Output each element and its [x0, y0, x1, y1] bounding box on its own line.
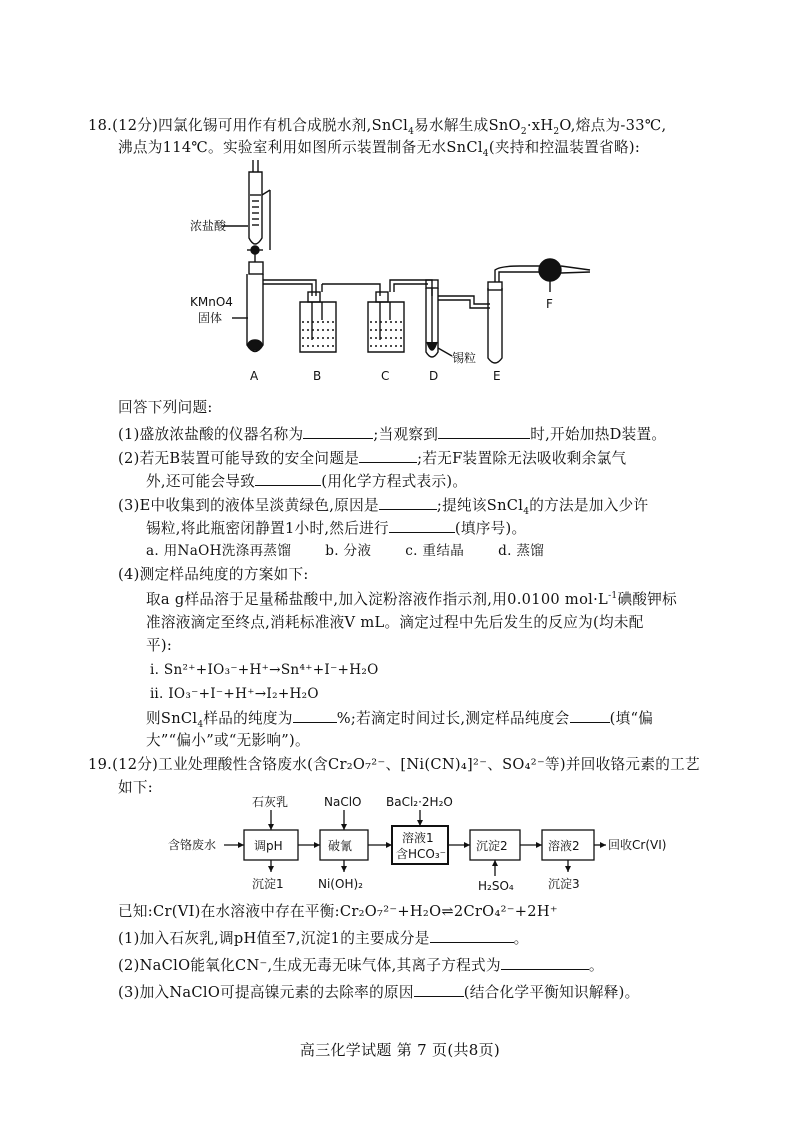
option-b[interactable]: b. 分液	[325, 543, 372, 559]
answer-blank[interactable]	[359, 448, 417, 463]
q18-part4-line4: 则SnCl$_4$样品的纯度为 %;若滴定时间过长,测定样品纯度会 (填“偏	[146, 710, 654, 730]
superscript: -1	[608, 591, 618, 602]
q18-text: 易水解生成SnO	[414, 117, 521, 134]
label-f: F	[546, 297, 553, 311]
q18-intro-line1: 18.(12分)四氯化锡可用作有机合成脱水剂,SnCl$_4$易水解生成$SnO_2\cdot xH_2O$,熔点为-33℃,	[88, 117, 667, 137]
step-solution2: 溶液2	[548, 839, 580, 853]
reagent-naclo: NaClO	[324, 795, 362, 809]
output-nioh2: Ni(OH)₂	[318, 877, 363, 891]
q18-text: (用化学方程式表示)。	[321, 473, 468, 490]
q19-part1	[118, 928, 529, 949]
step-adjust-ph: 调pH	[254, 839, 283, 853]
q18-text: ;若无F装置除无法吸收剩余氯气	[417, 450, 627, 467]
q18-text: (1)盛放浓盐酸的仪器名称为	[118, 426, 304, 443]
q18-part4-line1	[146, 590, 677, 610]
step-decyanide: 破氰	[328, 839, 353, 853]
q18-text: 四氯化锡可用作有机合成脱水剂,SnCl	[158, 117, 409, 134]
q19-text: (结合化学平衡知识解释)。	[463, 984, 640, 1001]
label-b: B	[313, 369, 322, 383]
reaction-ii: ⅱ. IO₃⁻+I⁻+H⁺→I₂+H₂O	[150, 686, 319, 702]
q18-text: 沸点为114℃。实验室利用如图所示装置制备无水SnCl	[118, 139, 483, 156]
q19-text: 。	[588, 957, 604, 974]
apparatus-diagram	[0, 0, 800, 400]
answer-blank[interactable]	[438, 424, 530, 439]
option-c[interactable]: c. 重结晶	[405, 543, 465, 559]
q18-text: ;当观察到	[373, 426, 439, 443]
reagent-lime: 石灰乳	[252, 795, 289, 809]
label-d: D	[429, 369, 439, 383]
output-precipitate3: 沉淀3	[548, 877, 580, 891]
label-solid: 固体	[198, 311, 223, 325]
option-d[interactable]: d. 蒸馏	[498, 543, 545, 559]
q18-score: (12分)	[112, 117, 159, 134]
q19-text: (1)加入石灰乳,调pH值至7,沉淀1的主要成分是	[118, 930, 430, 947]
step-solution1-sub: 含HCO₃⁻	[396, 847, 446, 861]
q18-part4-line2: 准溶液滴定至终点,消耗标准液V mL。滴定过程中先后发生的反应为(均未配	[146, 614, 644, 631]
answer-blank[interactable]	[379, 495, 437, 510]
label-a: A	[250, 369, 259, 383]
output-precipitate1: 沉淀1	[252, 877, 284, 891]
q18-part2-line2	[146, 471, 467, 492]
q18-text: 时,开始加热D装置。	[530, 426, 667, 443]
q19-score: (12分)	[112, 756, 159, 773]
reagent-h2so4: H₂SO₄	[478, 879, 514, 893]
q18-text: 的方法是加入少许	[529, 497, 649, 514]
answer-prompt: 回答下列问题:	[118, 399, 213, 416]
reagent-bacl2: BaCl₂·2H₂O	[386, 795, 453, 809]
q18-text: ·xH	[526, 117, 554, 134]
reaction-i: ⅰ. Sn²⁺+IO₃⁻+H⁺→Sn⁴⁺+I⁻+H₂O	[150, 662, 379, 678]
page-footer: 高三化学试题 第 7 页(共8页)	[299, 1041, 501, 1059]
step-solution1: 溶液1	[402, 831, 434, 845]
q18-text: (夹持和控温装置省略):	[488, 139, 641, 156]
q18-text: %;若滴定时间过长,测定样品纯度会	[336, 710, 570, 727]
q19-intro-line1	[88, 755, 700, 775]
answer-blank[interactable]	[430, 928, 514, 943]
q18-part1	[118, 424, 666, 445]
q18-part4-line3: 平):	[146, 637, 173, 654]
end-recover-cr: 回收Cr(VI)	[608, 838, 667, 852]
answer-blank[interactable]	[303, 424, 373, 439]
q18-part4-title: (4)测定样品纯度的方案如下:	[118, 566, 309, 583]
answer-blank[interactable]	[414, 982, 464, 997]
q18-text: (填序号)。	[454, 520, 527, 537]
answer-blank[interactable]	[255, 471, 321, 486]
q18-part3-line1: (3)E中收集到的液体呈淡黄绿色,原因是 ;提纯该SnCl$_4$的方法是加入少许	[118, 497, 649, 517]
q18-text: 样品的纯度为	[203, 710, 293, 727]
q18-options	[146, 541, 578, 561]
q18-text: 锡粒,将此瓶密闭静置1小时,然后进行	[146, 520, 389, 537]
q18-text: (填“偏	[609, 710, 654, 727]
q18-text: (3)E中收集到的液体呈淡黄绿色,原因是	[118, 497, 379, 514]
q18-part4-line5: 大”“偏小”或“无影响”)。	[146, 732, 310, 749]
start-wastewater: 含铬废水	[168, 838, 217, 852]
q19-part3	[118, 982, 640, 1003]
q18-text: 取a g样品溶于足量稀盐酸中,加入淀粉溶液作指示剂,用0.0100 mol·L	[146, 591, 609, 608]
q18-part3-line2	[146, 518, 526, 539]
label-kmno4: KMnO4	[190, 295, 233, 309]
answer-blank[interactable]	[501, 955, 589, 970]
q19-known: 已知:Cr(VI)在水溶液中存在平衡:Cr₂O₇²⁻+H₂O⇌2CrO₄²⁻+2H⁺	[118, 903, 558, 920]
option-a[interactable]: a. 用NaOH洗涤再蒸馏	[146, 543, 292, 559]
label-tin: 锡粒	[452, 351, 477, 365]
answer-blank[interactable]	[389, 518, 455, 533]
answer-blank[interactable]	[570, 708, 610, 723]
q19-text: 。	[513, 930, 529, 947]
q18-text: 则SnCl	[146, 710, 198, 727]
q19-text: (3)加入NaClO可提高镍元素的去除率的原因	[118, 984, 414, 1001]
step-precipitate2: 沉淀2	[476, 839, 508, 853]
q18-text: 碘酸钾标	[617, 591, 678, 608]
q18-part2-line1	[118, 448, 626, 469]
q18-text: ;提纯该SnCl	[436, 497, 524, 514]
label-e: E	[493, 369, 501, 383]
answer-blank[interactable]	[293, 708, 337, 723]
q18-text: O,熔点为-33℃,	[559, 117, 667, 134]
q19-part2	[118, 955, 604, 976]
q19-intro-line2: 如下:	[118, 779, 154, 796]
q19-number: 19.	[88, 756, 113, 773]
q18-text: 外,还可能会导致	[146, 473, 256, 490]
q18-text: (2)若无B装置可能导致的安全问题是	[118, 450, 360, 467]
label-c: C	[381, 369, 390, 383]
q18-number: 18.	[88, 117, 113, 134]
label-conc-hcl: 浓盐酸	[190, 219, 227, 233]
q19-text: 工业处理酸性含铬废水(含Cr₂O₇²⁻、[Ni(CN)₄]²⁻、SO₄²⁻等)并回收铬元素的工艺	[158, 756, 700, 773]
q18-intro-line2: 沸点为114℃。实验室利用如图所示装置制备无水SnCl$_4$(夹持和控温装置省略):	[118, 139, 641, 159]
process-flowchart	[0, 790, 800, 900]
q19-text: (2)NaClO能氧化CN⁻,生成无毒无味气体,其离子方程式为	[118, 957, 501, 974]
